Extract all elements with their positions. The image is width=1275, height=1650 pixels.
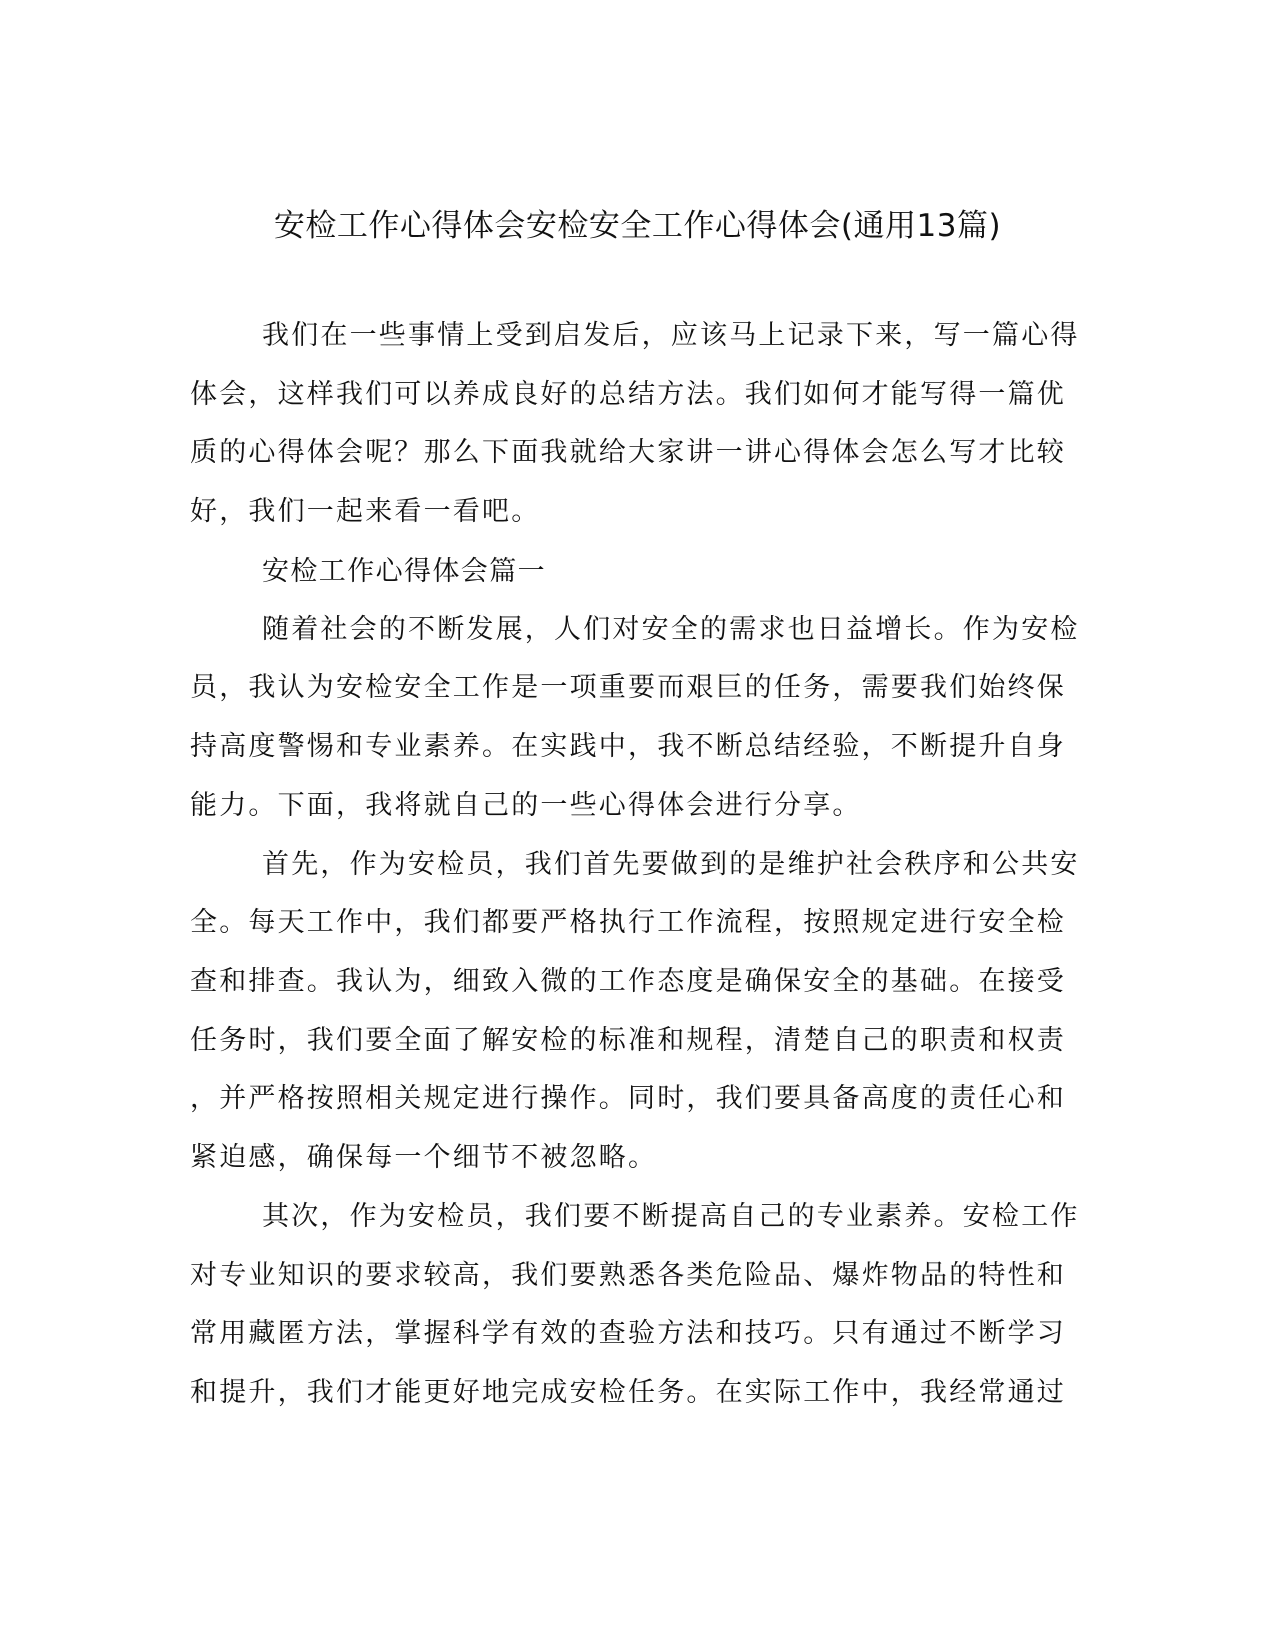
section-heading: 安检工作心得体会篇一 bbox=[262, 556, 546, 587]
paragraph-2-line-3: 查和排查。我认为，细致入微的工作态度是确保安全的基础。在接受 bbox=[190, 966, 1066, 997]
intro-line-1: 我们在一些事情上受到启发后，应该马上记录下来，写一篇心得 bbox=[262, 320, 1080, 351]
paragraph-3-line-2: 对专业知识的要求较高，我们要熟悉各类危险品、爆炸物品的特性和 bbox=[190, 1260, 1066, 1291]
paragraph-2-line-4: 任务时，我们要全面了解安检的标准和规程，清楚自己的职责和权责 bbox=[190, 1025, 1066, 1056]
paragraph-1-line-4: 能力。下面，我将就自己的一些心得体会进行分享。 bbox=[190, 790, 862, 821]
paragraph-2-line-2: 全。每天工作中，我们都要严格执行工作流程，按照规定进行安全检 bbox=[190, 907, 1066, 938]
paragraph-2-line-1: 首先，作为安检员，我们首先要做到的是维护社会秩序和公共安 bbox=[262, 849, 1080, 880]
intro-line-4: 好，我们一起来看一看吧。 bbox=[190, 496, 541, 527]
paragraph-1-line-2: 员，我认为安检安全工作是一项重要而艰巨的任务，需要我们始终保 bbox=[190, 672, 1066, 703]
paragraph-3-line-4: 和提升，我们才能更好地完成安检任务。在实际工作中，我经常通过 bbox=[190, 1377, 1066, 1408]
paragraph-2-line-6: 紧迫感，确保每一个细节不被忽略。 bbox=[190, 1142, 658, 1173]
paragraph-1-line-1: 随着社会的不断发展，人们对安全的需求也日益增长。作为安检 bbox=[262, 614, 1080, 645]
intro-line-3: 质的心得体会呢？那么下面我就给大家讲一讲心得体会怎么写才比较 bbox=[190, 437, 1066, 468]
document-title: 安检工作心得体会安检安全工作心得体会(通用13篇) bbox=[273, 208, 1002, 244]
intro-line-2: 体会，这样我们可以养成良好的总结方法。我们如何才能写得一篇优 bbox=[190, 379, 1066, 410]
paragraph-3-line-3: 常用藏匿方法，掌握科学有效的查验方法和技巧。只有通过不断学习 bbox=[190, 1318, 1066, 1349]
paragraph-3-line-1: 其次，作为安检员，我们要不断提高自己的专业素养。安检工作 bbox=[262, 1201, 1080, 1232]
paragraph-2-line-5: ，并严格按照相关规定进行操作。同时，我们要具备高度的责任心和 bbox=[190, 1083, 1066, 1114]
paragraph-1-line-3: 持高度警惕和专业素养。在实践中，我不断总结经验，不断提升自身 bbox=[190, 731, 1066, 762]
